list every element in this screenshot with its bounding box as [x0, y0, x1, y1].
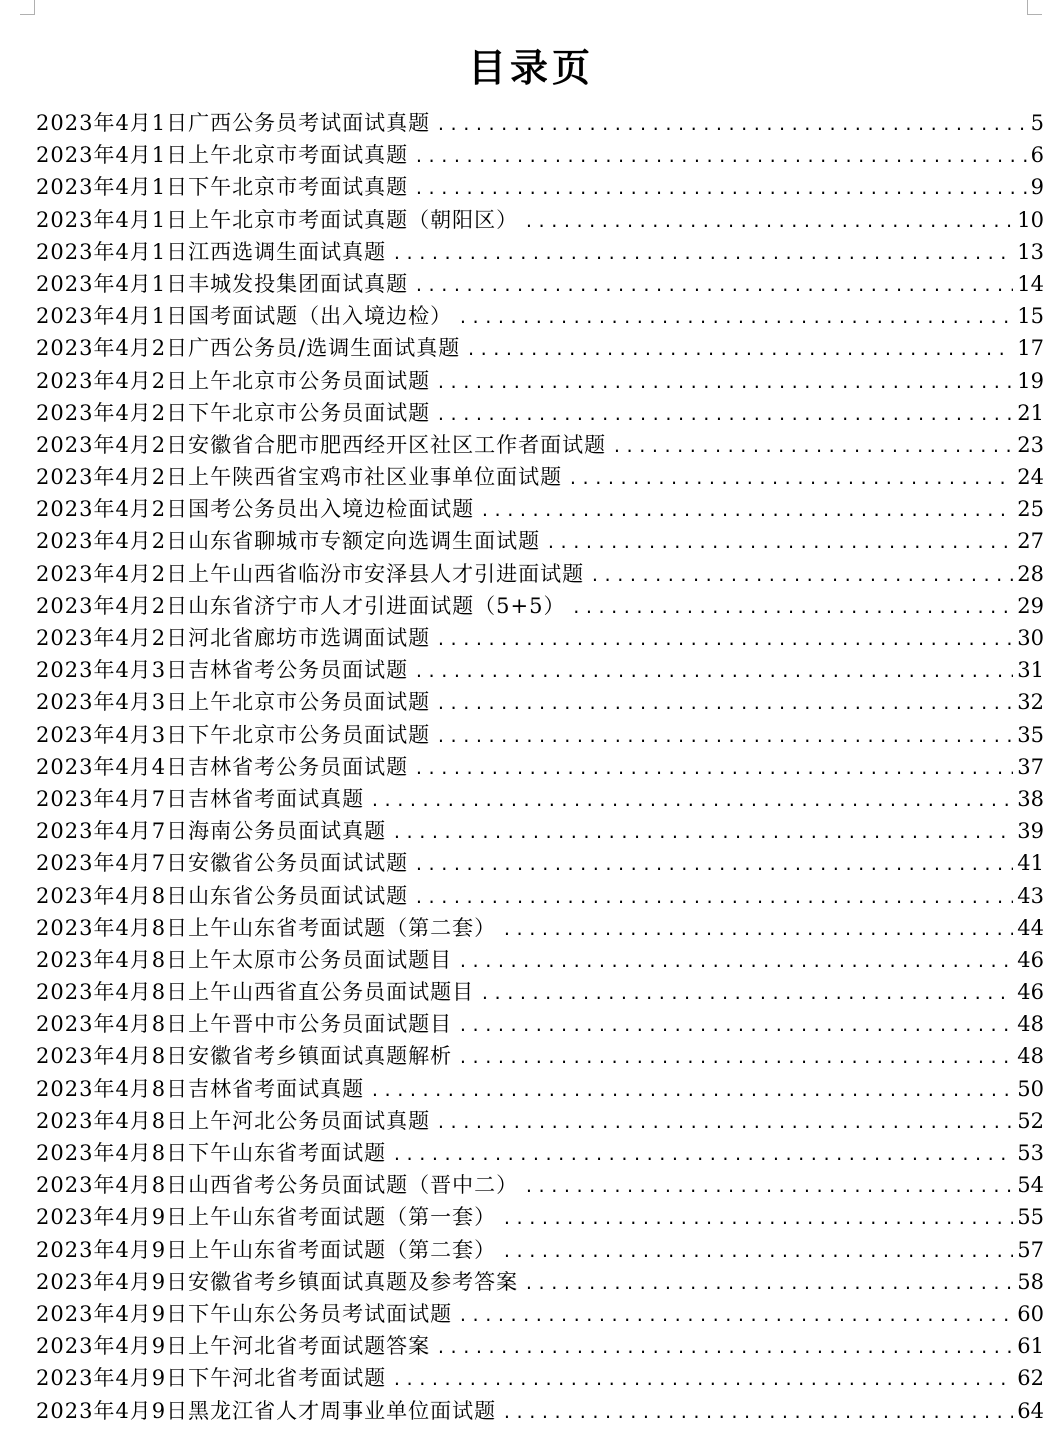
toc-dot-leader: [414, 270, 1013, 302]
toc-page-number[interactable]: 58: [1017, 1269, 1044, 1294]
toc-entry-title[interactable]: 2023年4月9日黑龙江省人才周事业单位面试题: [36, 1398, 497, 1423]
toc-entry[interactable]: [36, 719, 1044, 751]
toc-entry-title[interactable]: 2023年4月8日上午山东省考面试题（第二套）: [36, 915, 497, 940]
toc-page-number[interactable]: 60: [1017, 1301, 1044, 1326]
toc-entry-title[interactable]: 2023年4月8日吉林省考面试真题: [36, 1076, 365, 1101]
toc-entry[interactable]: [36, 171, 1044, 203]
toc-dot-leader: [502, 1203, 1013, 1235]
toc-entry-title[interactable]: 2023年4月2日上午山西省临汾市安泽县人才引进面试题: [36, 561, 585, 586]
toc-entry-title[interactable]: 2023年4月8日上午太原市公务员面试题目: [36, 947, 453, 972]
toc-dot-leader: [392, 238, 1013, 270]
toc-dot-leader: [458, 946, 1013, 978]
toc-page-number[interactable]: 52: [1017, 1108, 1044, 1133]
toc-entry[interactable]: [36, 300, 1044, 332]
toc-entry-title[interactable]: 2023年4月7日吉林省考面试真题: [36, 786, 365, 811]
toc-entry[interactable]: [36, 847, 1044, 879]
toc-entry-title[interactable]: 2023年4月8日山东省公务员面试试题: [36, 883, 409, 908]
toc-entry[interactable]: [36, 493, 1044, 525]
toc-entry-title[interactable]: 2023年4月3日下午北京市公务员面试题: [36, 722, 431, 747]
toc-dot-leader: [571, 592, 1013, 624]
toc-page-number[interactable]: 29: [1017, 593, 1044, 618]
toc-entry[interactable]: [36, 1234, 1044, 1266]
toc-entry[interactable]: [36, 558, 1044, 590]
crop-mark-left: [20, 0, 35, 15]
toc-page-number[interactable]: 23: [1017, 432, 1044, 457]
toc-entry[interactable]: [36, 686, 1044, 718]
toc-entry[interactable]: [36, 1330, 1044, 1362]
toc-page-number[interactable]: 10: [1017, 207, 1044, 232]
toc-page-number[interactable]: 54: [1017, 1173, 1044, 1198]
toc-entry-title[interactable]: 2023年4月3日吉林省考公务员面试题: [36, 658, 409, 683]
toc-dot-leader: [414, 882, 1013, 914]
toc-page-number[interactable]: 48: [1017, 1044, 1044, 1069]
toc-page-number[interactable]: 48: [1017, 1012, 1044, 1037]
toc-entry[interactable]: [36, 1362, 1044, 1394]
toc-entry[interactable]: [36, 976, 1044, 1008]
toc-entry-title[interactable]: 2023年4月1日下午北京市考面试真题: [36, 175, 409, 200]
toc-entry[interactable]: [36, 1169, 1044, 1201]
toc-entry-title[interactable]: 2023年4月1日广西公务员考试面试真题: [36, 111, 431, 135]
toc-entry[interactable]: [36, 654, 1044, 686]
toc-page-number[interactable]: 41: [1017, 851, 1044, 876]
toc-entry-title[interactable]: 2023年4月2日国考公务员出入境边检面试题: [36, 497, 475, 522]
toc-dot-leader: [466, 334, 1013, 366]
toc-dot-leader: [524, 206, 1013, 238]
toc-page-number[interactable]: 17: [1017, 336, 1044, 361]
toc-entry[interactable]: [36, 1008, 1044, 1040]
toc-entry[interactable]: [36, 525, 1044, 557]
toc-page-number[interactable]: 38: [1017, 786, 1044, 811]
toc-page-number[interactable]: 15: [1017, 304, 1044, 329]
toc-entry-title[interactable]: 2023年4月2日山东省聊城市专额定向选调生面试题: [36, 529, 541, 554]
toc-entry-title[interactable]: 2023年4月2日河北省廊坊市选调面试题: [36, 626, 431, 650]
toc-entry[interactable]: [36, 268, 1044, 300]
toc-dot-leader: [436, 721, 1013, 753]
toc-entry[interactable]: [36, 429, 1044, 461]
toc-page-number[interactable]: 50: [1017, 1076, 1044, 1101]
toc-page-number[interactable]: 53: [1017, 1141, 1044, 1165]
toc-entry[interactable]: [36, 365, 1044, 397]
toc-page-number[interactable]: 21: [1017, 400, 1044, 425]
toc-entry[interactable]: [36, 1266, 1044, 1298]
toc-dot-leader: [612, 431, 1013, 463]
toc-page-number[interactable]: 9: [1030, 175, 1044, 200]
toc-page-number[interactable]: 39: [1017, 819, 1044, 844]
toc-entry-title[interactable]: 2023年4月1日丰城发投集团面试真题: [36, 271, 409, 296]
toc-entry[interactable]: [36, 332, 1044, 364]
toc-entry[interactable]: [36, 107, 1044, 139]
toc-page-number[interactable]: 46: [1017, 947, 1044, 972]
toc-dot-leader: [458, 1300, 1013, 1332]
toc-entry-title[interactable]: 2023年4月9日上午山东省考面试题（第一套）: [36, 1205, 497, 1230]
toc-entry-title[interactable]: 2023年4月2日安徽省合肥市肥西经开区社区工作者面试题: [36, 432, 607, 457]
toc-page-number[interactable]: 35: [1017, 722, 1044, 747]
toc-page-number[interactable]: 27: [1017, 529, 1044, 554]
toc-entry-title[interactable]: 2023年4月9日上午山东省考面试题（第二套）: [36, 1237, 497, 1262]
toc-entry[interactable]: [36, 204, 1044, 236]
toc-dot-leader: [370, 1075, 1013, 1107]
toc-entry[interactable]: [36, 139, 1044, 171]
toc-dot-leader: [458, 1042, 1013, 1074]
toc-entry-title[interactable]: 2023年4月9日下午河北省考面试题: [36, 1366, 387, 1391]
toc-entry-title[interactable]: 2023年4月1日国考面试题（出入境边检）: [36, 304, 453, 329]
toc-dot-leader: [436, 688, 1013, 720]
toc-entry[interactable]: [36, 944, 1044, 976]
toc-entry-title[interactable]: 2023年4月1日江西选调生面试真题: [36, 239, 387, 264]
crop-mark-right: [1027, 0, 1042, 15]
toc-dot-leader: [414, 656, 1013, 688]
toc-page-number[interactable]: 14: [1017, 271, 1044, 296]
toc-page-number[interactable]: 13: [1017, 239, 1044, 264]
toc-entry-title[interactable]: 2023年4月2日广西公务员/选调生面试真题: [36, 336, 461, 361]
toc-entry-title[interactable]: 2023年4月3日上午北京市公务员面试题: [36, 690, 431, 715]
toc-page-number[interactable]: 43: [1017, 883, 1044, 908]
toc-dot-leader: [502, 1397, 1013, 1429]
toc-dot-leader: [392, 1364, 1013, 1396]
toc-page-number[interactable]: 62: [1017, 1366, 1044, 1391]
toc-page-number[interactable]: 61: [1017, 1334, 1044, 1359]
toc-page-number[interactable]: 64: [1017, 1398, 1044, 1423]
toc-entry-title[interactable]: 2023年4月2日下午北京市公务员面试题: [36, 400, 431, 425]
toc-entry[interactable]: [36, 1395, 1044, 1427]
toc-entry-title[interactable]: 2023年4月8日上午山西省直公务员面试题目: [36, 980, 475, 1005]
toc-page-number[interactable]: 30: [1017, 626, 1044, 650]
toc-dot-leader: [480, 495, 1013, 527]
toc-entry[interactable]: [36, 751, 1044, 783]
toc-entry-title[interactable]: 2023年4月9日下午山东公务员考试面试题: [36, 1301, 453, 1326]
toc-entry-title[interactable]: 2023年4月4日吉林省考公务员面试题: [36, 754, 409, 779]
toc-entry-title[interactable]: 2023年4月7日安徽省公务员面试试题: [36, 851, 409, 876]
toc-page-number[interactable]: 24: [1017, 465, 1044, 490]
toc-dot-leader: [502, 1236, 1013, 1268]
toc-entry[interactable]: [36, 1040, 1044, 1072]
toc-dot-leader: [502, 914, 1013, 946]
toc-entry-title[interactable]: 2023年4月8日上午晋中市公务员面试题目: [36, 1012, 453, 1037]
toc-page-number[interactable]: 57: [1017, 1237, 1044, 1262]
toc-page-number[interactable]: 28: [1017, 561, 1044, 586]
toc-dot-leader: [568, 463, 1013, 495]
toc-dot-leader: [458, 302, 1013, 334]
table-of-contents: [36, 107, 1044, 1427]
toc-dot-leader: [392, 1139, 1013, 1171]
toc-dot-leader: [436, 109, 1026, 141]
toc-page-number[interactable]: 5: [1030, 111, 1044, 135]
toc-dot-leader: [370, 785, 1013, 817]
toc-entry[interactable]: [36, 912, 1044, 944]
toc-entry-title[interactable]: 2023年4月9日上午河北省考面试题答案: [36, 1334, 431, 1359]
toc-dot-leader: [436, 1107, 1013, 1139]
toc-entry[interactable]: [36, 622, 1044, 654]
toc-entry-title[interactable]: 2023年4月7日海南公务员面试真题: [36, 819, 387, 844]
toc-dot-leader: [590, 560, 1013, 592]
toc-entry-title[interactable]: 2023年4月9日安徽省考乡镇面试真题及参考答案: [36, 1269, 519, 1294]
toc-entry-title[interactable]: 2023年4月8日下午山东省考面试题: [36, 1141, 387, 1165]
toc-entry-title[interactable]: 2023年4月1日上午北京市考面试真题（朝阳区）: [36, 207, 519, 232]
toc-dot-leader: [436, 367, 1013, 399]
toc-entry[interactable]: [36, 236, 1044, 268]
toc-dot-leader: [524, 1268, 1013, 1300]
toc-page-number[interactable]: 31: [1017, 658, 1044, 683]
toc-entry-title[interactable]: 2023年4月8日山西省考公务员面试题（晋中二）: [36, 1173, 519, 1198]
toc-entry[interactable]: [36, 1298, 1044, 1330]
toc-entry-title[interactable]: 2023年4月8日上午河北公务员面试真题: [36, 1108, 431, 1133]
toc-dot-leader: [480, 978, 1013, 1010]
toc-page-number[interactable]: 32: [1017, 690, 1044, 715]
toc-page-number[interactable]: 44: [1017, 915, 1044, 940]
toc-dot-leader: [414, 753, 1013, 785]
toc-entry[interactable]: [36, 461, 1044, 493]
toc-page-number[interactable]: 55: [1017, 1205, 1044, 1230]
toc-page-number[interactable]: 25: [1017, 497, 1044, 522]
toc-dot-leader: [392, 817, 1013, 849]
toc-entry-title[interactable]: 2023年4月8日安徽省考乡镇面试真题解析: [36, 1044, 453, 1069]
toc-page-number[interactable]: 46: [1017, 980, 1044, 1005]
toc-dot-leader: [414, 849, 1013, 881]
toc-entry[interactable]: [36, 1137, 1044, 1169]
toc-dot-leader: [414, 141, 1026, 173]
toc-dot-leader: [414, 173, 1026, 205]
toc-entry[interactable]: [36, 880, 1044, 912]
toc-entry[interactable]: [36, 783, 1044, 815]
toc-page-number[interactable]: 19: [1017, 368, 1044, 393]
toc-page-number[interactable]: 37: [1017, 754, 1044, 779]
page-title: 目录页: [467, 45, 594, 91]
toc-entry-title[interactable]: 2023年4月2日上午北京市公务员面试题: [36, 368, 431, 393]
toc-dot-leader: [524, 1171, 1013, 1203]
toc-dot-leader: [436, 399, 1013, 431]
toc-page-number[interactable]: 6: [1030, 143, 1044, 168]
toc-entry[interactable]: [36, 397, 1044, 429]
toc-entry[interactable]: [36, 1105, 1044, 1137]
toc-entry[interactable]: [36, 815, 1044, 847]
toc-entry[interactable]: [36, 1073, 1044, 1105]
toc-entry[interactable]: [36, 1201, 1044, 1233]
toc-dot-leader: [546, 527, 1013, 559]
toc-entry-title[interactable]: 2023年4月2日山东省济宁市人才引进面试题（5+5）: [36, 593, 566, 618]
toc-entry[interactable]: [36, 590, 1044, 622]
toc-dot-leader: [458, 1010, 1013, 1042]
toc-dot-leader: [436, 624, 1013, 656]
toc-entry-title[interactable]: 2023年4月2日上午陕西省宝鸡市社区业事单位面试题: [36, 465, 563, 490]
toc-entry-title[interactable]: 2023年4月1日上午北京市考面试真题: [36, 143, 409, 168]
toc-dot-leader: [436, 1332, 1013, 1364]
